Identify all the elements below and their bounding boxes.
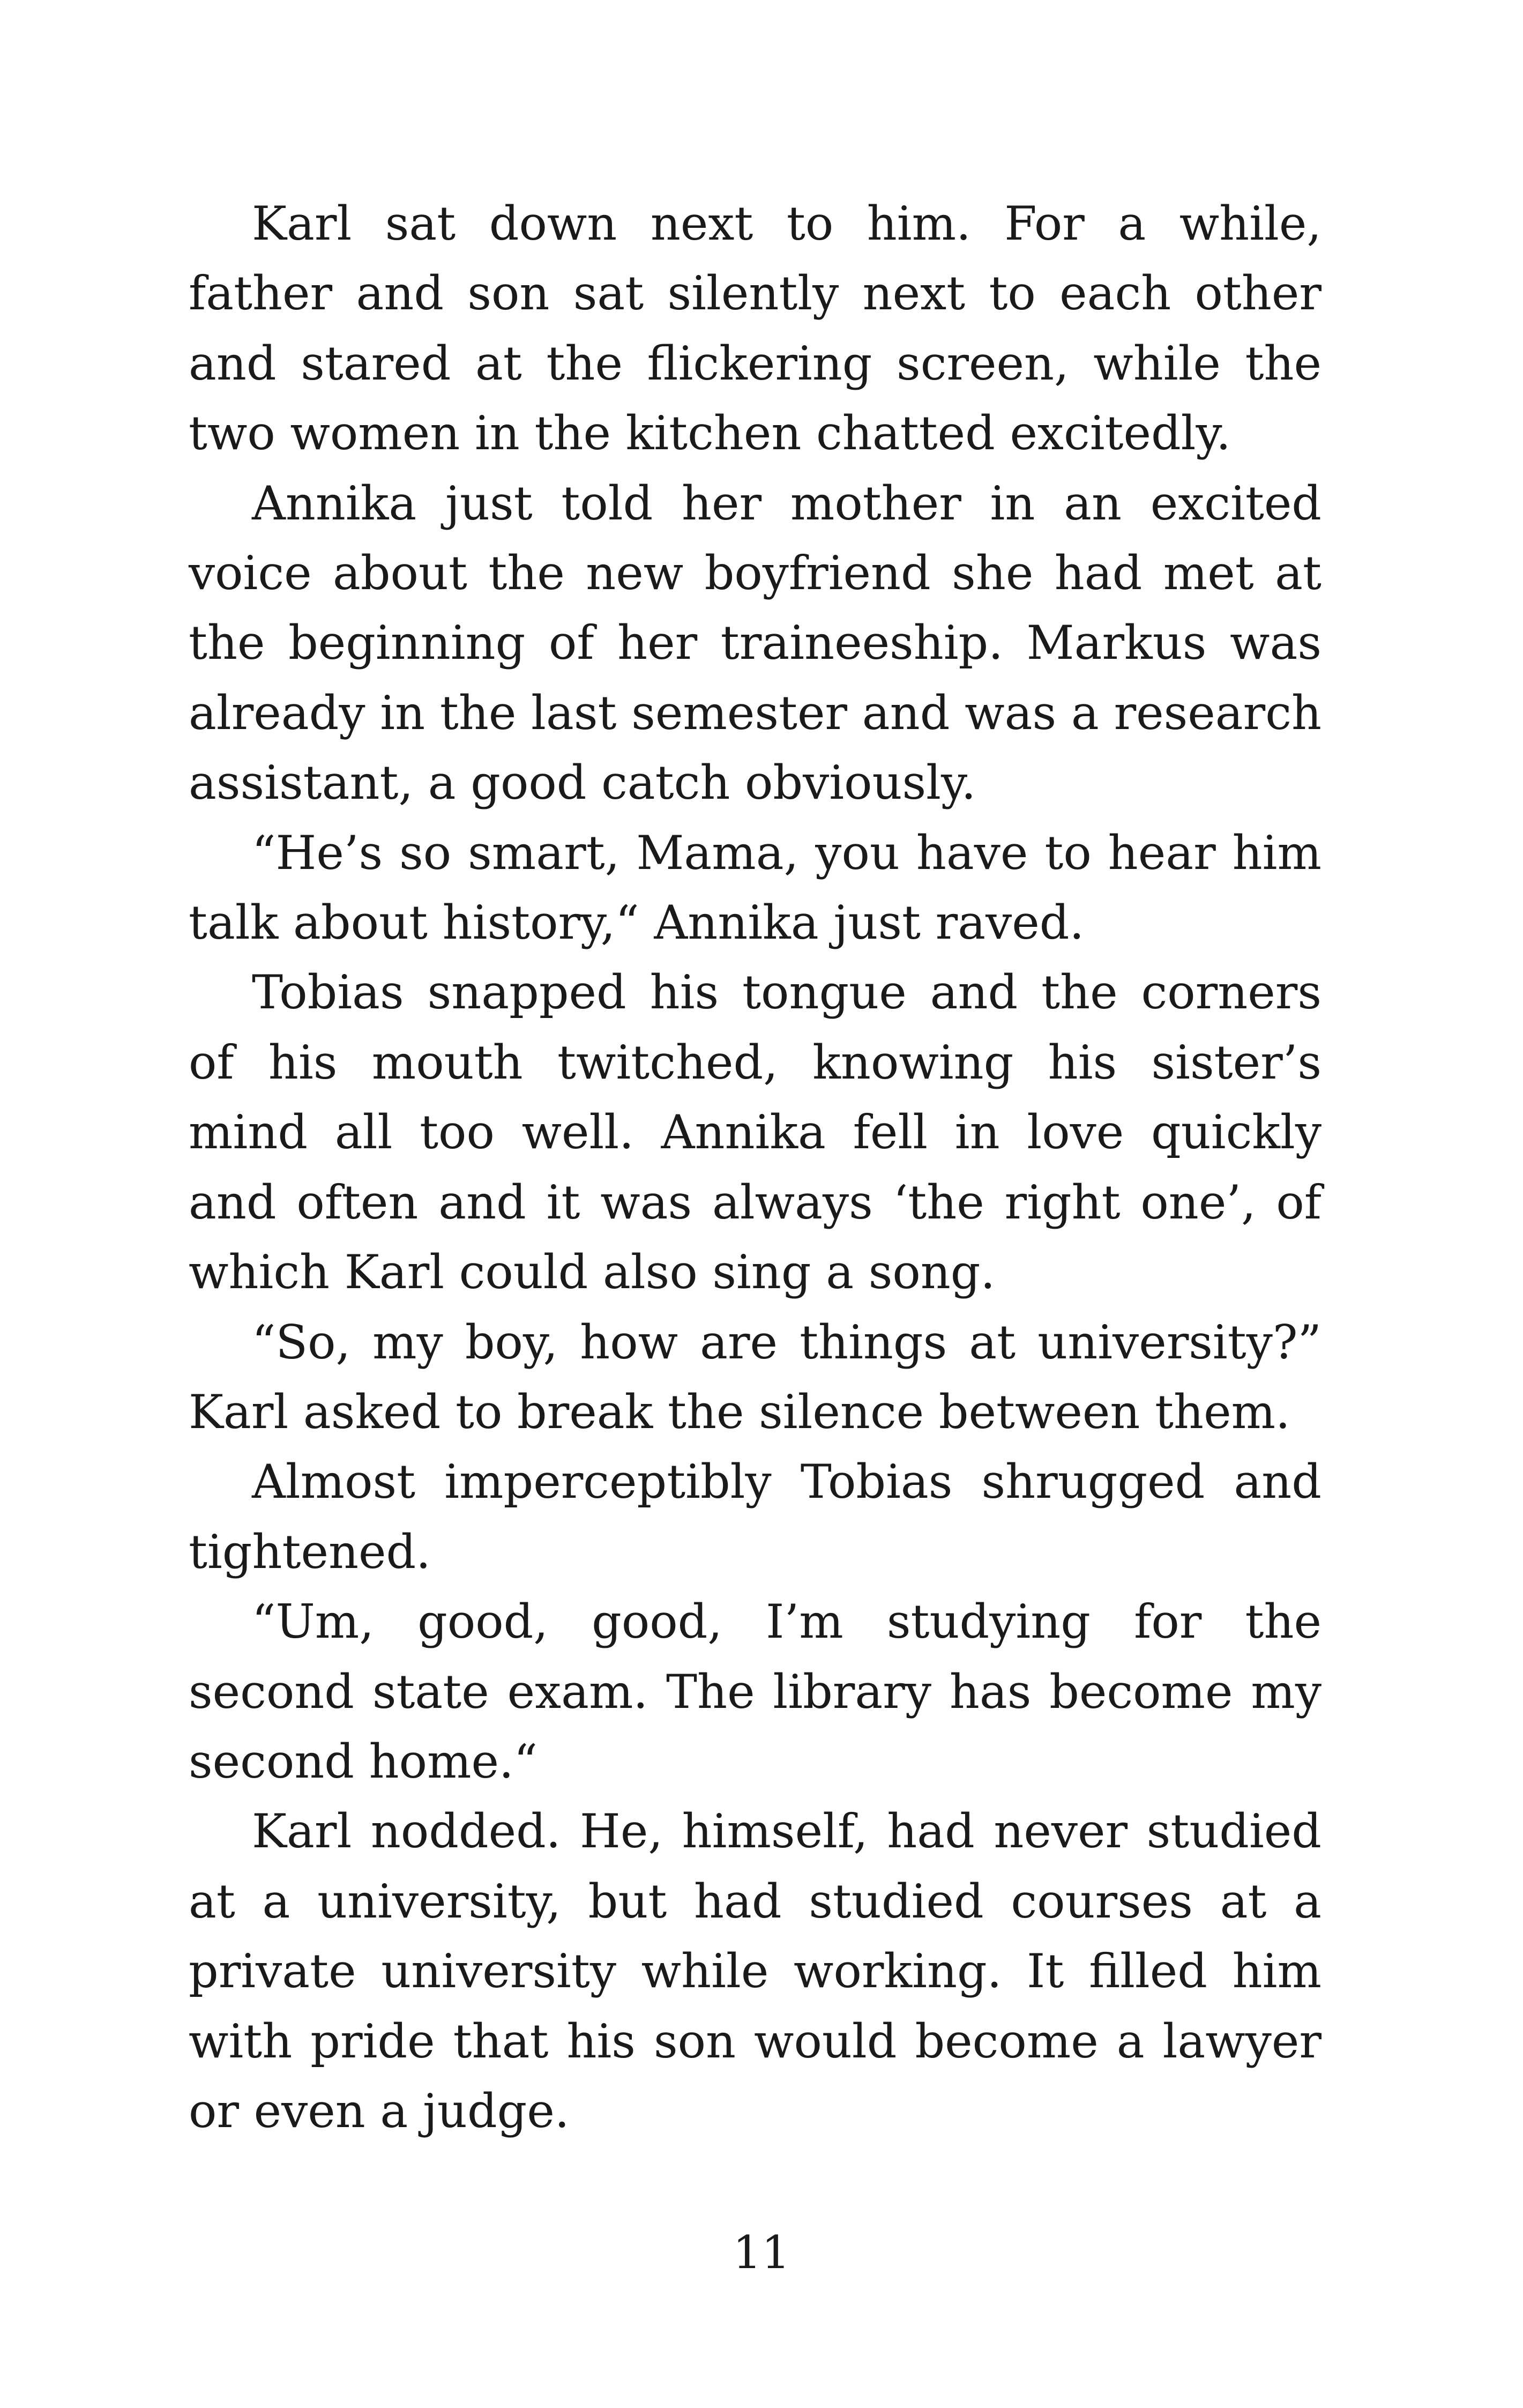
paragraph: Karl nodded. He, himself, had never studied at a university, but had studied courses at a private university while working. It filled him with pride that his son would become a lawyer or even a judge. <box>189 1804 1322 2138</box>
body-text <box>189 189 1322 2146</box>
paragraph: Tobias snapped his tongue and the corners of his mouth twitched, knowing his sister’s mind all too well. Annika fell in love quickly and often and it was always ‘the right one’, of which Karl could also sing a song. <box>189 965 1322 1300</box>
paragraph: Karl sat down next to him. For a while, father and son sat silently next to each other and stared at the flickering screen, while the two women in the kitchen chatted excitedly. <box>189 196 1322 461</box>
paragraph: Annika just told her mother in an excited voice about the new boyfriend she had met at the beginning of her traineeship. Markus was already in the last semester and was a research assistant, a good catch obviously. <box>189 475 1322 811</box>
paragraph: “He’s so smart, Mama, you have to hear him talk about history,“ Annika just raved. <box>189 825 1322 950</box>
paragraph: “Um, good, good, I’m studying for the second state exam. The library has become my second home.“ <box>189 1594 1322 1789</box>
paragraph: “So, my boy, how are things at university?” Karl asked to break the silence between them. <box>189 1314 1322 1439</box>
paragraph: Almost imperceptibly Tobias shrugged and tightened. <box>189 1454 1322 1579</box>
page-number: 11 <box>733 2226 790 2279</box>
